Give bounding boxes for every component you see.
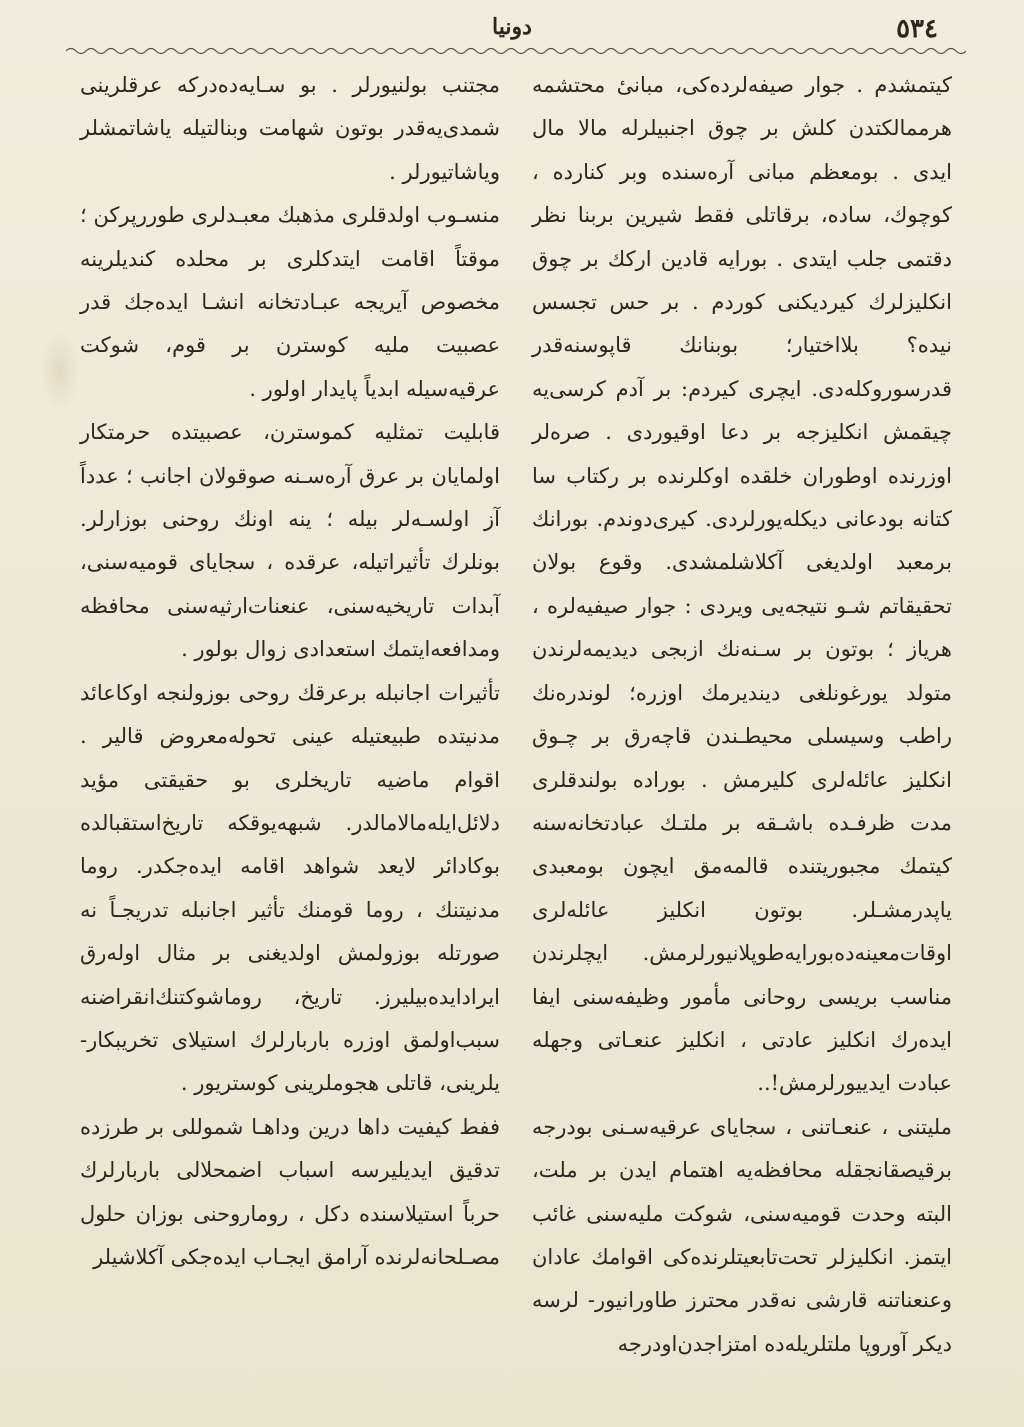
paragraph: منسـوب اولدقلری مذهبك معبـدلری طوررپرکن ؛ موقتاً اقامت ایتدکلری بر محلده کندیلرینه مخصوص آیریجه عبـادتخانه انشـا ایده‌جك قدر عصبیت ملیه کوسترن بر قوم، شوکت عرقیه‌سیله ابدیاً پایدار اولور . [80,203,500,401]
paragraph: کیتمشدم . جوار صیفه‌لرده‌کی، مبانیٔ محتشمه هرممالکتدن کلش بر چوق اجنبیلرله مالا مال ایدی . بومعظم مبانی آره‌سنده وبر کنارده ، کوچوك، ساده، برقاتلی فقط شیرین بربنا نظر دقتمی جلب ایتدی . بورایه قادین ارکك بر چوق انکلیزلرك کیردیکنی کوردم . بر حس تجسس نیده؟ بلااختیار؛ بوبنانك قاپوسنه‌قدر قدرسوروکله‌دی. ایچری کیردم: بر آدم کرسی‌یه چیقمش انکلیزجه بر دعا اوقیوردی . صره‌لر اوزرنده اوطوران خلقده اوکلرنده بر رکتاب سا کتانه بودعانی دیکله‌یورلردی. کیری‌دوندم. بورانك برمعبد اولدیغی آکلاشلمشدی. وقوع بولان تحقیقاتم شـو نتیجه‌یی ویردی : جوار صیفیه‌لره ، هریاز ؛ بوتون بر سـنه‌نك ازبجی دیدیمه‌لرندن متولد یورغونلغی دیندیرمك اوزره؛ لوندره‌نك راطب وسیسلی محیطـندن قاچه‌رق بر چـوق انکلیز عائله‌لری کلیرمش . بوراده بولندقلری مدت ظرفـده باشـقه بر ملتـك عبادتخانه‌سنه کیتمك مجبوریتنده قالمه‌مق ایچون بومعبدی یاپدرمشـلر. بوتون انکلیز عائله‌لری اوقات‌معینه‌ده‌بورایه‌طوپلانیورلرمش. ایچلرندن مناسب بریسی روحانی مأمور وظیفه‌سنی ایفا ایده‌رك انکلیز عادتی ، انکلیز عنعـاتی وجهله عبادت ایدییورلرمش!.. [532,73,952,1096]
paragraph: ملیتنی ، عنعـاتنی ، سجایای عرقیه‌سـنی بودرجه برقیصقانجقله محافظه‌یه اهتمام ایدن بر ملت، البته وحدت قومیه‌سنی، شوکت ملیه‌سنی غائب ایتمز. انکلیزلر تحت‌تابعیتلرنده‌کی اقوامك عادان وعنعناتنه قارشی نه‌قدر محترز طاورانیور- لرسه دیکر آوروپا ملتلریله‌ده امتزاجدن‌اودرجه [532,1114,952,1356]
paragraph: تأثیرات اجانبله برعرقك روحی بوزولنجه اوکاعائد مدنیتده طبیعتیله عینی تحوله‌معروض قالیر . اقوام ماضیه تاریخلری بو حقیقتی مؤید دلائل‌ایله‌مالامالدر. شبهه‌یوقکه تاریخ‌استقبالده بوکادائر لایعد شواهد اقامه ایده‌جکدر. روما مدنیتنك ، روما قومنك تأثیر اجانبله تدریجـاً نه صورتله بوزولمش اولدیغنی بر مثال اوله‌رق ایرادایده‌بیلیرز. تاریخ، روماشوکتنك‌انقراضنه سبب‌اولمق اوزره باربارلرك استیلای تخریبکار- یلرینی، قاتلی هجوملرینی کوستریور . [80,680,500,1096]
left-text-column [80,64,500,1279]
right-text-column [532,64,952,1366]
paper-stain [40,330,80,410]
paragraph: ففط کیفیت داها درین وداهـا شموللی بر طرزده تدقیق ایدیلیرسه اسباب اضمحلالی باربارلرك حرباً استیلاسنده دکل ، روماروحنی بوزان حلول مصـلحانه‌لرنده آرامق ایجـاب ایده‌جکی آکلاشیلر [80,1114,500,1269]
running-title: دونیا [492,14,532,40]
header-wavy-rule [66,46,966,56]
paragraph: قابلیت تمثلیه کموسترن، عصبیتده حرمتکار اولمایان بر عرق آره‌سـنه صوقولان اجانب ؛ عدداً آز اولسـه‌لر بیله ؛ ینه اونك روحنی بوزارلر. بونلرك تأثیراتیله، عرقده ، سجایای قومیه‌سنی، آبدات تاریخیه‌سنی، عنعنات‌ارثیه‌سنی محافظه ومدافعه‌ایتمك استعدادی زوال بولور . [80,420,500,662]
page-number: ٥٣٤ [896,14,938,44]
paragraph: مجتنب بولنیورلر . بو سـایه‌ده‌درکه عرقلرینی شمدی‌یه‌قدر بوتون شهامت وبنالتیله یاشاتمشلر ویاشاتیورلر . [80,73,500,184]
